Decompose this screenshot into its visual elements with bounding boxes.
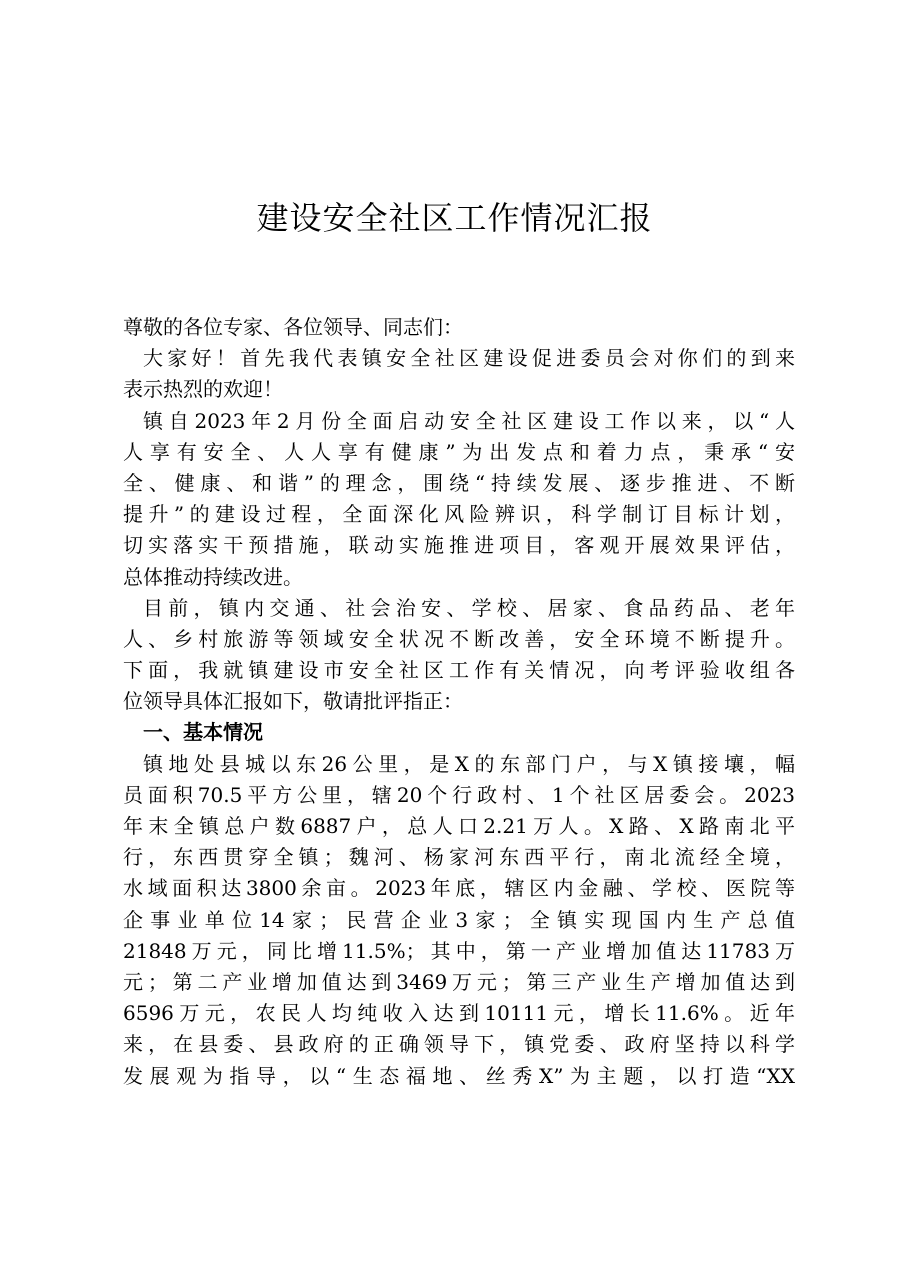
text-line: 来，在县委、县政府的正确领导下，镇党委、政府坚持以科学 xyxy=(123,1032,795,1057)
text-line: 人享有安全、人人享有健康”为出发点和着力点，秉承“安 xyxy=(123,439,795,464)
text-line: 切实落实干预措施，联动实施推进项目，客观开展效果评估， xyxy=(123,533,795,558)
text-line: 表示热烈的欢迎！ xyxy=(123,377,283,402)
text-line: 元；第二产业增加值达到3469万元；第三产业生产增加值达到 xyxy=(123,969,795,994)
text-line: 位领导具体汇报如下，敬请批评指正： xyxy=(123,689,463,714)
section-heading: 一、基本情况 xyxy=(143,720,263,745)
text-line: 总体推动持续改进。 xyxy=(123,564,303,589)
text-line: 尊敬的各位专家、各位领导、同志们： xyxy=(123,315,463,339)
document-title: 建设安全社区工作情况汇报 xyxy=(256,199,653,237)
text-line: 企事业单位14家；民营企业3家；全镇实现国内生产总值 xyxy=(123,907,795,932)
text-line: 大家好！首先我代表镇安全社区建设促进委员会对你们的到来 xyxy=(143,346,795,371)
text-line: 镇自2023年2月份全面启动安全社区建设工作以来，以“人 xyxy=(143,408,795,433)
text-line: 21848万元，同比增11.5%；其中，第一产业增加值达11783万 xyxy=(123,938,795,963)
text-line: 6596万元，农民人均纯收入达到10111元，增长11.6%。近年 xyxy=(123,1001,795,1026)
text-line: 行，东西贯穿全镇；魏河、杨家河东西平行，南北流经全境， xyxy=(123,845,795,870)
text-line: 员面积70.5平方公里，辖20个行政村、1个社区居委会。2023 xyxy=(123,782,795,807)
text-line: 水域面积达3800余亩。2023年底，辖区内金融、学校、医院等 xyxy=(123,876,795,901)
text-line: 目前，镇内交通、社会治安、学校、居家、食品药品、老年 xyxy=(143,595,795,620)
document-body xyxy=(123,312,795,1092)
text-line: 镇地处县城以东26公里，是X的东部门户，与X镇接壤，幅 xyxy=(143,751,795,776)
text-line: 人、乡村旅游等领域安全状况不断改善，安全环境不断提升。 xyxy=(123,626,795,651)
text-line: 提升”的建设过程，全面深化风险辨识，科学制订目标计划， xyxy=(123,502,795,527)
text-line: 年末全镇总户数6887户，总人口2.21万人。X路、X路南北平 xyxy=(123,814,795,838)
text-line: 发展观为指导，以“生态福地、丝秀X”为主题，以打造“XX xyxy=(123,1063,795,1088)
text-line: 下面，我就镇建设市安全社区工作有关情况，向考评验收组各 xyxy=(123,658,795,683)
text-line: 全、健康、和谐”的理念，围绕“持续发展、逐步推进、不断 xyxy=(123,470,795,495)
